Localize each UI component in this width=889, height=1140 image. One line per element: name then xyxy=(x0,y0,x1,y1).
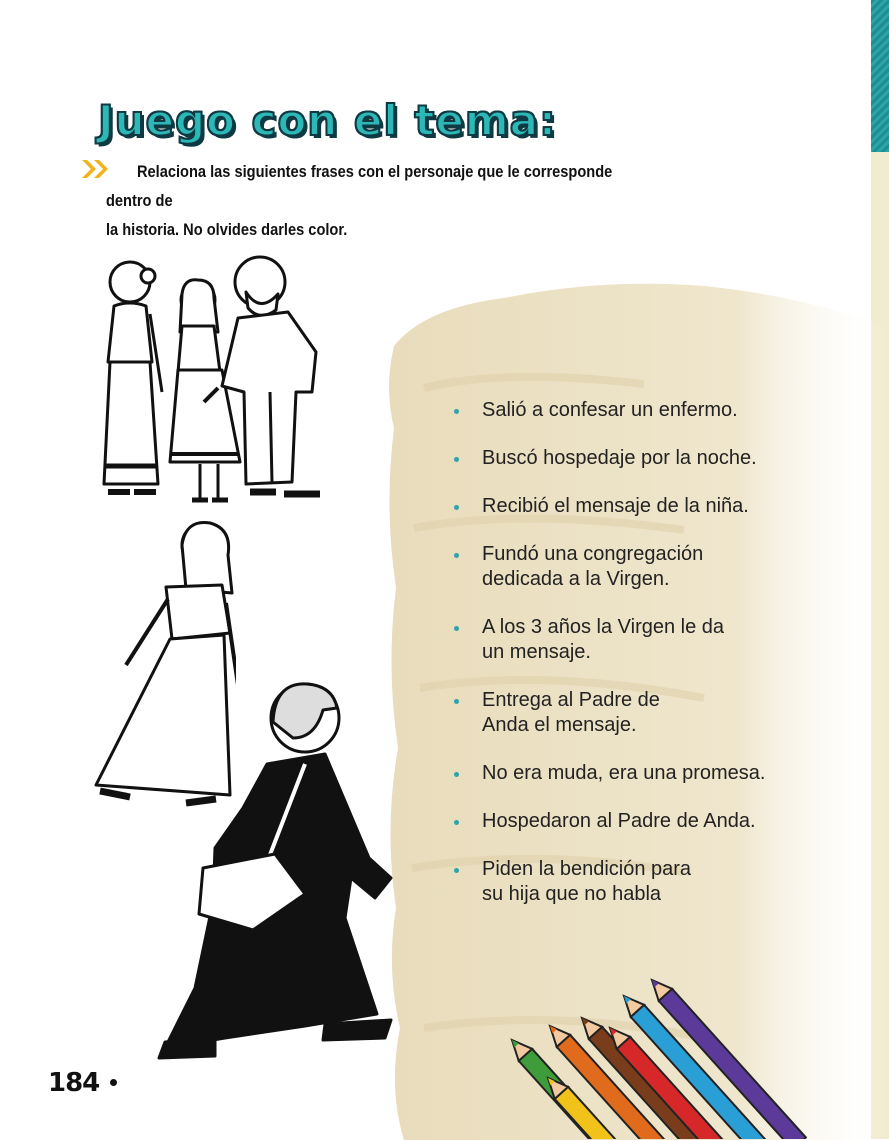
statement-text: Fundó una congregación dedicada a la Virgen. xyxy=(482,543,704,590)
statement-text: Recibió el mensaje de la niña. xyxy=(482,495,749,517)
instruction-text xyxy=(106,157,622,244)
colored-pencils-illustration xyxy=(500,970,830,1139)
statement-item xyxy=(452,446,832,471)
statement-list xyxy=(452,398,832,930)
statement-item xyxy=(452,615,832,665)
page-number: 184 xyxy=(48,1068,100,1098)
statement-item xyxy=(452,542,832,592)
statement-text: Piden la bendición para su hija que no habla xyxy=(482,858,692,905)
statement-item xyxy=(452,494,832,519)
priest-illustration xyxy=(155,668,405,1063)
statement-text: Salió a confesar un enfermo. xyxy=(482,399,738,421)
statement-text: Buscó hospedaje por la noche. xyxy=(482,447,757,469)
statement-item xyxy=(452,857,832,907)
statement-text: No era muda, era una promesa. xyxy=(482,762,766,784)
side-strip-pattern xyxy=(871,0,889,152)
family-illustration xyxy=(100,252,335,517)
statement-item xyxy=(452,809,832,834)
page-number-dot xyxy=(110,1079,117,1086)
instruction-line-1: Relaciona las siguientes frases con el personaje que le corresponde dentro de xyxy=(106,162,613,210)
statement-item xyxy=(452,398,832,423)
statement-text: A los 3 años la Virgen le da un mensaje. xyxy=(482,616,725,663)
statement-text: Entrega al Padre de Anda el mensaje. xyxy=(482,689,660,736)
instruction-line-2: la historia. No olvides darles color. xyxy=(106,220,348,239)
statement-text: Hospedaron al Padre de Anda. xyxy=(482,810,756,832)
page-title: Juego con el tema: xyxy=(98,96,557,145)
statement-item xyxy=(452,688,832,738)
statement-item xyxy=(452,761,832,786)
